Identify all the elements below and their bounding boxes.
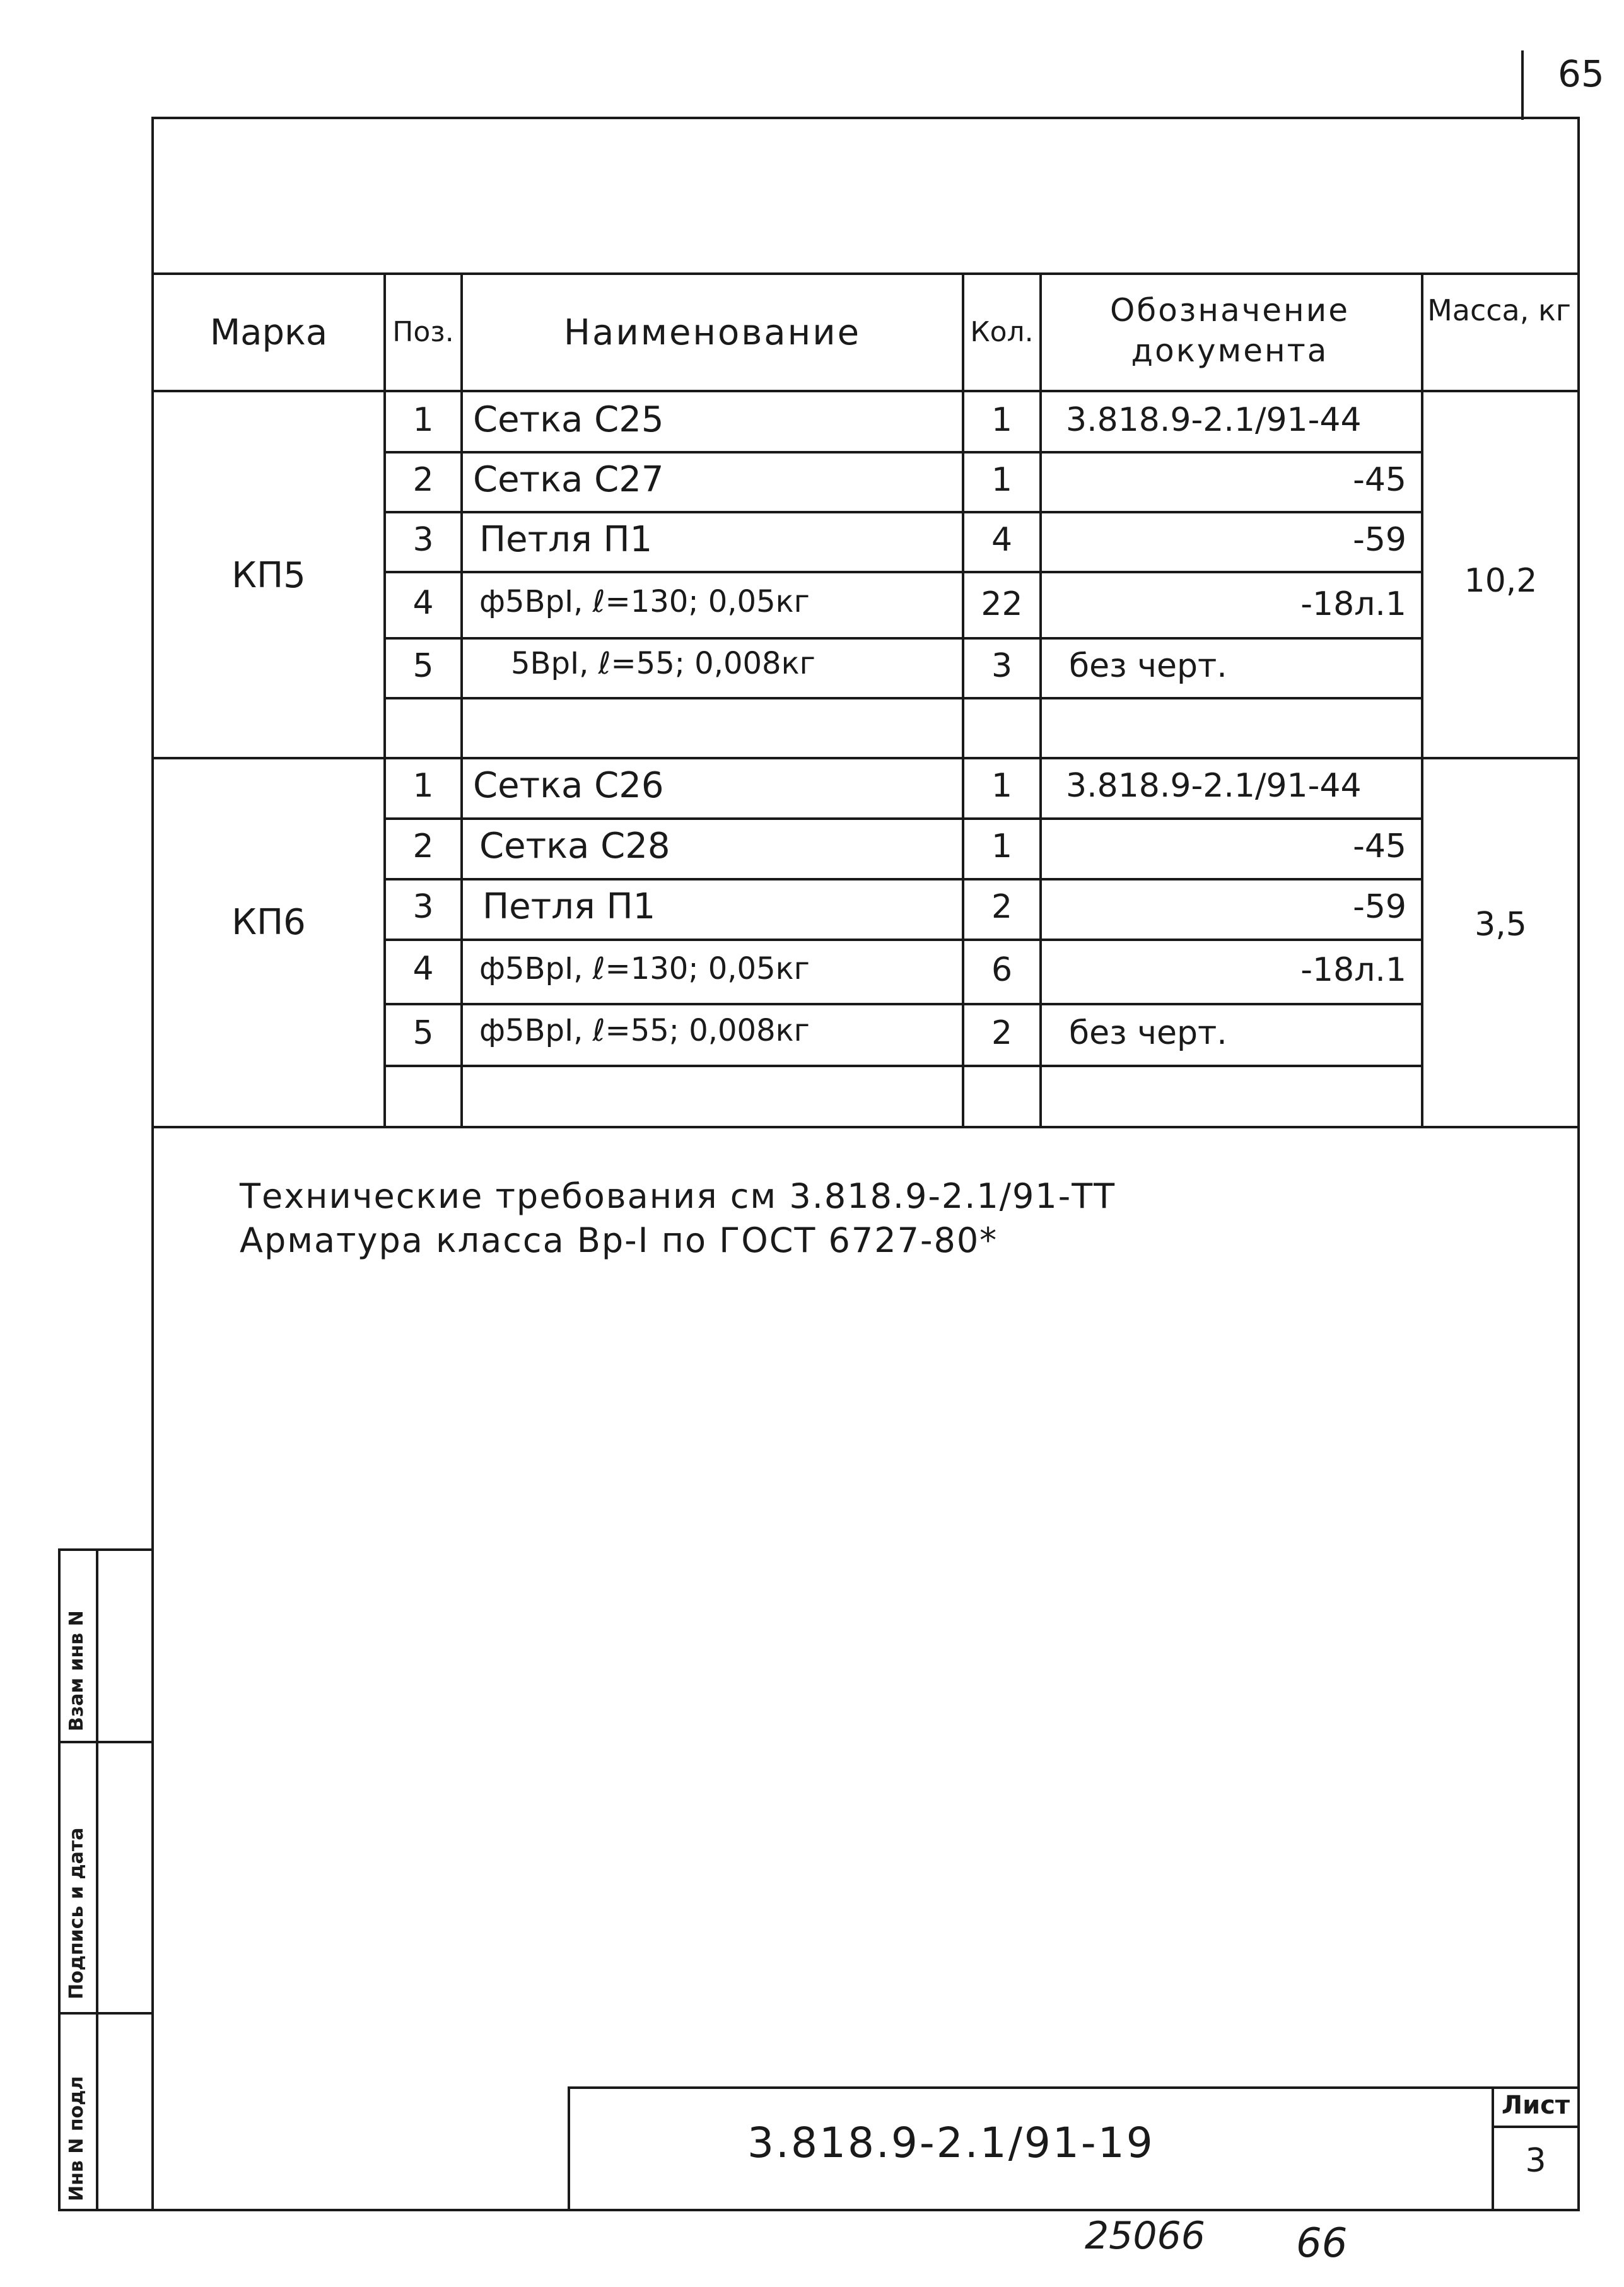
row-doc: без черт. — [1069, 1014, 1227, 1052]
group-marka: КП6 — [231, 902, 306, 943]
frame-right — [1577, 117, 1580, 2211]
row-poz: 4 — [412, 950, 434, 988]
table-header-bottom — [151, 390, 1580, 392]
title-line — [568, 2086, 570, 2211]
group-marka: КП5 — [231, 555, 306, 596]
row-name: 5ВрI, ℓ=55; 0,008кг — [511, 646, 815, 681]
title-line — [568, 2086, 1580, 2089]
page-number: 65 — [1558, 52, 1604, 95]
row-kol: 3 — [991, 647, 1013, 685]
row-kol: 6 — [991, 951, 1013, 989]
doc-code: 3.818.9-2.1/91-19 — [747, 2119, 1155, 2167]
stamp-line — [58, 2209, 154, 2211]
row-line — [383, 1065, 1421, 1067]
row-poz: 2 — [412, 461, 434, 499]
frame-bottom — [151, 2209, 1580, 2211]
stamp-line — [58, 1548, 61, 2211]
group-divider — [151, 757, 1580, 759]
stamp-vzam-inv: Взам инв N — [66, 1610, 88, 1731]
row-line — [383, 697, 1421, 699]
header-massa: Масса, кг — [1427, 293, 1571, 327]
sheet-number: 3 — [1525, 2142, 1546, 2180]
note-line: Арматура класса Вр-I по ГОСТ 6727-80* — [240, 1220, 998, 1260]
row-line — [383, 817, 1421, 820]
row-doc: -59 — [1353, 521, 1406, 559]
row-poz: 3 — [412, 521, 434, 559]
frame-left — [151, 117, 154, 2211]
row-poz: 4 — [412, 584, 434, 622]
row-name: ф5ВрI, ℓ=55; 0,008кг — [479, 1013, 810, 1048]
note-line: Технические требования см 3.818.9-2.1/91-ТТ — [240, 1176, 1116, 1216]
stamp-podpis-data: Подпись и дата — [66, 1827, 88, 1999]
row-kol: 2 — [991, 888, 1013, 926]
row-line — [383, 451, 1421, 453]
col-line — [962, 272, 964, 1128]
row-name: Петля П1 — [482, 886, 656, 927]
title-line — [1492, 2126, 1580, 2128]
header-marka: Марка — [209, 312, 328, 353]
row-doc: -18л.1 — [1300, 585, 1406, 623]
stamp-line — [58, 2012, 154, 2015]
row-doc: -59 — [1353, 888, 1406, 926]
stamp-line — [58, 1741, 154, 1743]
row-line — [383, 878, 1421, 880]
row-kol: 2 — [991, 1014, 1013, 1052]
group-massa: 10,2 — [1464, 562, 1538, 600]
row-poz: 3 — [412, 888, 434, 926]
row-name: ф5ВрI, ℓ=130; 0,05кг — [479, 951, 810, 986]
footer-page-number: 66 — [1296, 2220, 1348, 2267]
header-poz: Поз. — [392, 316, 454, 348]
row-poz: 5 — [412, 1014, 434, 1052]
col-line — [383, 272, 386, 1128]
row-line — [383, 571, 1421, 573]
table-bottom — [151, 1126, 1580, 1128]
row-kol: 22 — [981, 585, 1023, 623]
sheet-label: Лист — [1501, 2091, 1570, 2120]
row-doc: 3.818.9-2.1/91-44 — [1066, 767, 1362, 805]
row-line — [383, 1003, 1421, 1005]
row-poz: 5 — [412, 647, 434, 685]
row-poz: 1 — [412, 401, 434, 439]
row-name: Сетка С28 — [479, 826, 670, 867]
row-kol: 1 — [991, 828, 1013, 865]
row-doc: без черт. — [1069, 647, 1227, 685]
group-massa: 3,5 — [1475, 906, 1527, 944]
row-kol: 1 — [991, 767, 1013, 805]
stamp-line — [96, 1548, 98, 2211]
row-kol: 1 — [991, 401, 1013, 439]
row-kol: 1 — [991, 461, 1013, 499]
row-name: Сетка С27 — [473, 459, 664, 500]
col-line — [1039, 272, 1042, 1128]
top-right-tick — [1521, 50, 1524, 120]
stamp-inv-podl: Инв N подл — [66, 2076, 88, 2201]
row-name: Сетка С25 — [473, 399, 664, 440]
col-line — [1421, 272, 1423, 1128]
row-name: ф5ВрI, ℓ=130; 0,05кг — [479, 584, 810, 619]
row-doc: 3.818.9-2.1/91-44 — [1066, 401, 1362, 439]
row-kol: 4 — [991, 521, 1013, 559]
header-kol: Кол. — [970, 316, 1034, 348]
row-doc: -45 — [1353, 461, 1406, 499]
header-naimenovanie: Наименование — [563, 312, 862, 353]
header-oboznachenie: Обозначение документа — [1110, 292, 1350, 369]
row-doc: -18л.1 — [1300, 951, 1406, 989]
row-line — [383, 939, 1421, 941]
col-line — [460, 272, 463, 1128]
stamp-line — [58, 1548, 154, 1551]
table-header-top — [151, 272, 1580, 275]
row-name: Петля П1 — [479, 519, 653, 560]
row-name: Сетка С26 — [473, 765, 664, 806]
row-doc: -45 — [1353, 828, 1406, 865]
row-line — [383, 637, 1421, 640]
row-poz: 1 — [412, 767, 434, 805]
archive-number: 25066 — [1085, 2214, 1205, 2258]
frame-top — [151, 117, 1580, 119]
row-line — [383, 511, 1421, 513]
row-poz: 2 — [412, 828, 434, 865]
